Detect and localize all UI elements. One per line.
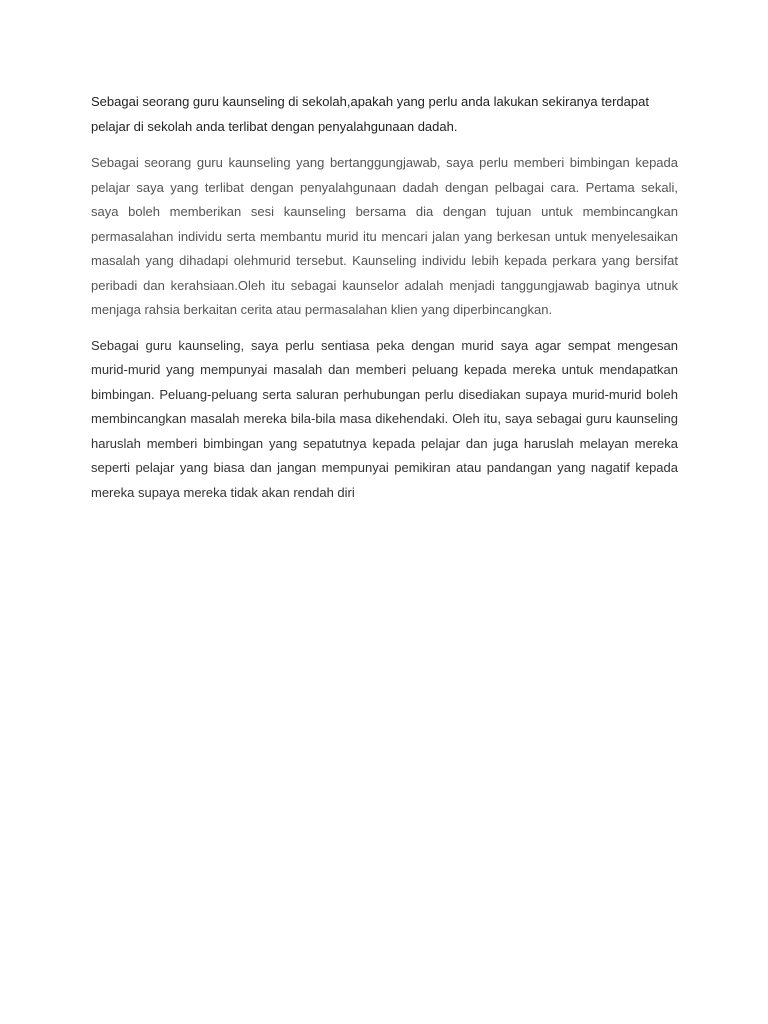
answer-paragraph-2: Sebagai guru kaunseling, saya perlu sentiasa peka dengan murid saya agar sempat mengesan murid-murid yang mempunyai masalah dan memberi peluang kepada mereka untuk mendapatkan bimbingan. Peluang-peluang serta saluran perhubungan perlu disediakan supaya murid-murid boleh membincangkan masalah mereka bila-bila masa dikehendaki. Oleh itu, saya sebagai guru kaunseling haruslah memberi bimbingan yang sepatutnya kepada pelajar dan juga haruslah melayan mereka seperti pelajar yang biasa dan jangan mempunyai pemikiran atau pandangan yang nagatif kepada mereka supaya mereka tidak akan rendah diri xyxy=(91,337,678,500)
document-page xyxy=(91,90,678,516)
question-text: Sebagai seorang guru kaunseling di sekolah,apakah yang perlu anda lakukan sekiranya terdapat pelajar di sekolah anda terlibat dengan penyalahgunaan dadah. xyxy=(91,94,649,134)
answer-paragraph-1: Sebagai seorang guru kaunseling yang bertanggungjawab, saya perlu memberi bimbingan kepada pelajar saya yang terlibat dengan penyalahgunaan dadah dengan pelbagai cara. Pertama sekali, saya boleh memberikan sesi kaunseling bersama dia dengan tujuan untuk membincangkan permasalahan individu serta membantu murid itu mencari jalan yang berkesan untuk menyelesaikan masalah yang dihadapi olehmurid tersebut. Kaunseling individu lebih kepada perkara yang bersifat peribadi dan kerahsiaan.Oleh itu sebagai kaunselor adalah menjadi tanggungjawab baginya utnuk menjaga rahsia berkaitan cerita atau permasalahan klien yang diperbincangkan. xyxy=(91,155,678,317)
